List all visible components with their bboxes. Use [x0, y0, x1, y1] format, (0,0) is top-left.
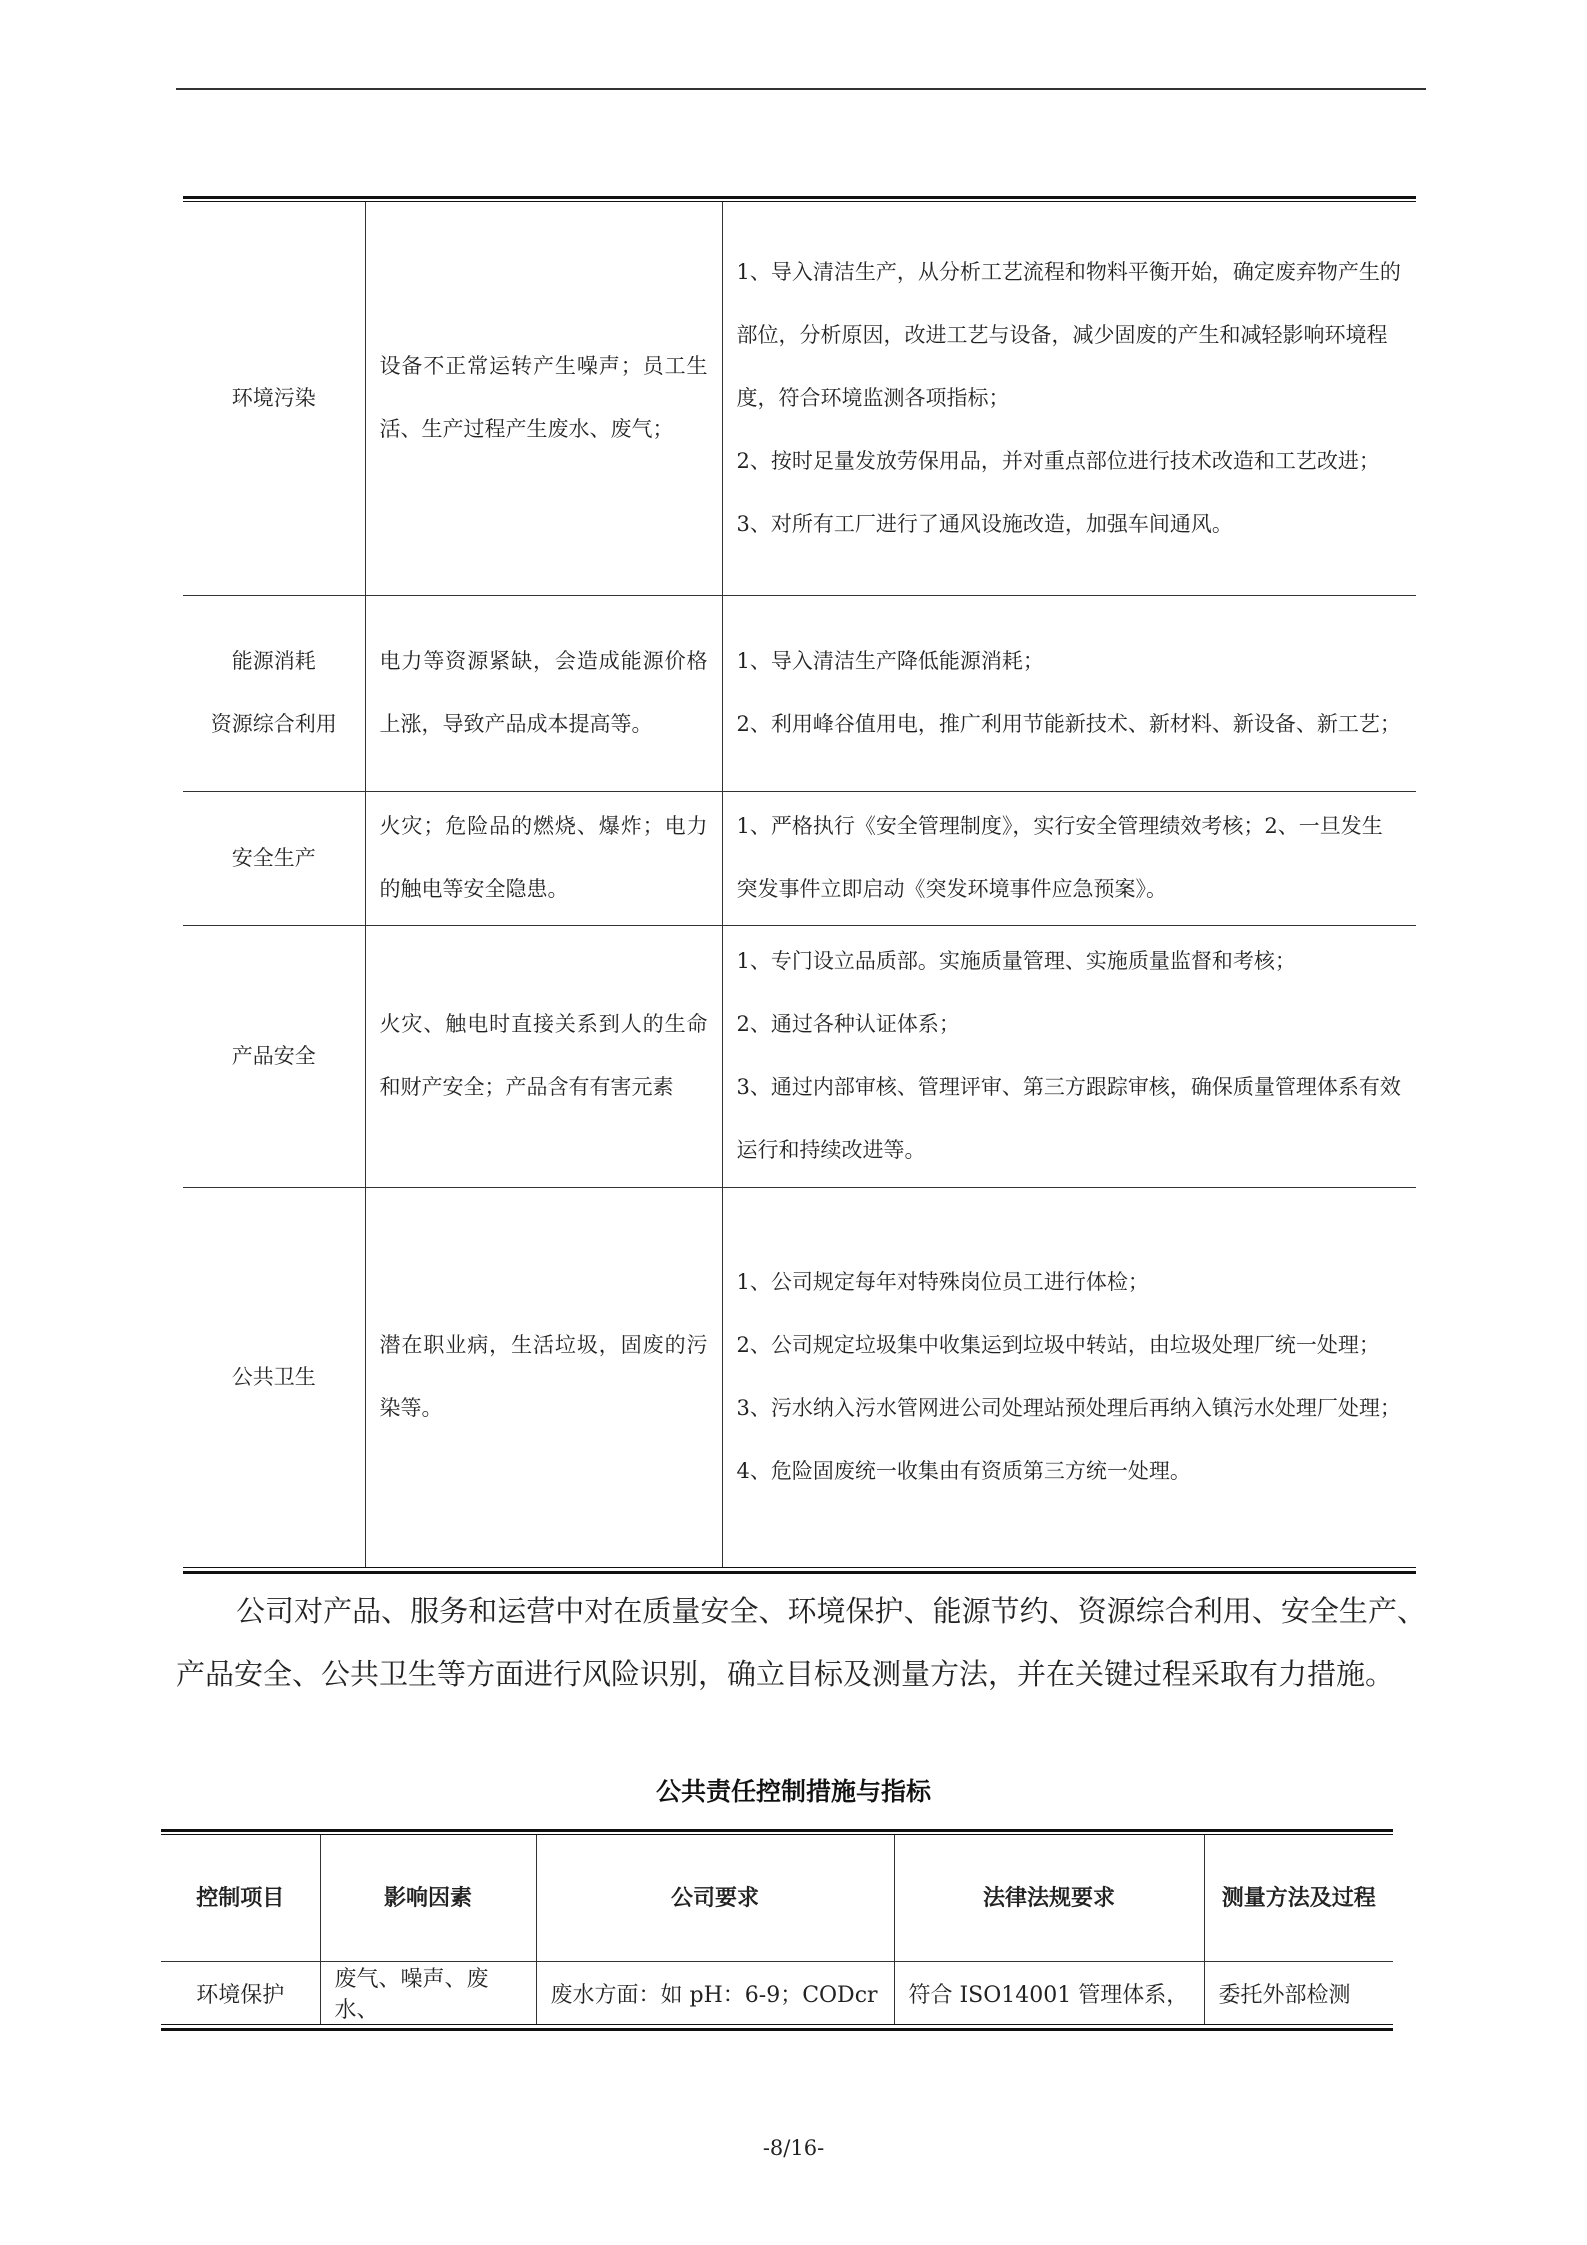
factors-cell: 设备不正常运转产生噪声；员工生活、生产过程产生废水、废气； [365, 202, 722, 595]
category-cell: 安全生产 [183, 791, 365, 925]
table-row [161, 1962, 1393, 2025]
measure-item: 1、公司规定每年对特殊岗位员工进行体检； [736, 1270, 1149, 1295]
factors-cell: 火灾；危险品的燃烧、爆炸；电力的触电等安全隐患。 [365, 791, 722, 925]
measure-item: 1、导入清洁生产，从分析工艺流程和物料平衡开始，确定废弃物产生的部位，分析原因，改进工艺与设备，减少固废的产生和减轻影响环境程度，符合环境监测各项指标； [736, 259, 1401, 410]
table-row [183, 202, 1416, 595]
measure-item: 2、公司规定垃圾集中收集运到垃圾中转站，由垃圾处理厂统一处理； [736, 1333, 1380, 1358]
table-cell: 符合 ISO14001 管理体系， [894, 1962, 1204, 2025]
table-header-row [161, 1835, 1393, 1962]
column-header: 法律法规要求 [894, 1835, 1204, 1962]
risk-table [183, 196, 1416, 1574]
category-cell: 环境污染 [183, 202, 365, 595]
column-header: 公司要求 [536, 1835, 894, 1962]
column-header: 控制项目 [161, 1835, 320, 1962]
measures-cell [722, 791, 1416, 925]
measures-cell [722, 595, 1416, 791]
table-bottom-rule [183, 1567, 1416, 1574]
category-cell: 公共卫生 [183, 1187, 365, 1567]
measure-item: 2、按时足量发放劳保用品，并对重点部位进行技术改造和工艺改进； [736, 448, 1380, 473]
table-cell: 委托外部检测 [1204, 1962, 1393, 2025]
table-row [183, 1187, 1416, 1567]
page-number: -8/16- [762, 2136, 825, 2160]
category-cell: 产品安全 [183, 925, 365, 1187]
table-cell: 废气、噪声、废水、 [320, 1962, 536, 2025]
measure-item: 3、通过内部审核、管理评审、第三方跟踪审核，确保质量管理体系有效运行和持续改进等。 [736, 1075, 1401, 1162]
measure-item: 1、严格执行《安全管理制度》，实行安全管理绩效考核；2、一旦发生突发事件立即启动《突发环境事件应急预案》。 [736, 814, 1383, 901]
measure-item: 1、导入清洁生产降低能源消耗； [736, 649, 1044, 673]
control-table [161, 1829, 1393, 2031]
measure-item: 4、危险固废统一收集由有资质第三方统一处理。 [736, 1459, 1191, 1484]
measure-item: 2、利用峰谷值用电，推广利用节能新技术、新材料、新设备、新工艺； [736, 712, 1401, 736]
table-caption: 公共责任控制措施与指标 [655, 1777, 931, 1806]
table-row [183, 925, 1416, 1187]
column-header: 影响因素 [320, 1835, 536, 1962]
table-cell: 废水方面：如 pH：6-9；CODcr [536, 1962, 894, 2025]
measure-item: 1、专门设立品质部。实施质量管理、实施质量监督和考核； [736, 949, 1296, 973]
table-cell: 环境保护 [161, 1962, 320, 2025]
measure-item: 3、污水纳入污水管网进公司处理站预处理后再纳入镇污水处理厂处理； [736, 1396, 1401, 1421]
header-rule [176, 88, 1426, 90]
measure-item: 3、对所有工厂进行了通风设施改造，加强车间通风。 [736, 511, 1233, 536]
table-row [183, 791, 1416, 925]
category-cell: 能源消耗 资源综合利用 [183, 595, 365, 791]
measure-item: 2、通过各种认证体系； [736, 1012, 960, 1036]
measures-cell [722, 925, 1416, 1187]
column-header: 测量方法及过程 [1204, 1835, 1393, 1962]
factors-cell: 电力等资源紧缺，会造成能源价格上涨，导致产品成本提高等。 [365, 595, 722, 791]
factors-cell: 火灾、触电时直接关系到人的生命和财产安全；产品含有有害元素 [365, 925, 722, 1187]
body-paragraph: 公司对产品、服务和运营中对在质量安全、环境保护、能源节约、资源综合利用、安全生产、产品安全、公共卫生等方面进行风险识别，确立目标及测量方法，并在关键过程采取有力措施。 [176, 1594, 1426, 1691]
measures-cell [722, 202, 1416, 595]
table-bottom-rule [161, 2024, 1393, 2031]
table-row [183, 595, 1416, 791]
measures-cell [722, 1187, 1416, 1567]
factors-cell: 潜在职业病，生活垃圾，固废的污染等。 [365, 1187, 722, 1567]
